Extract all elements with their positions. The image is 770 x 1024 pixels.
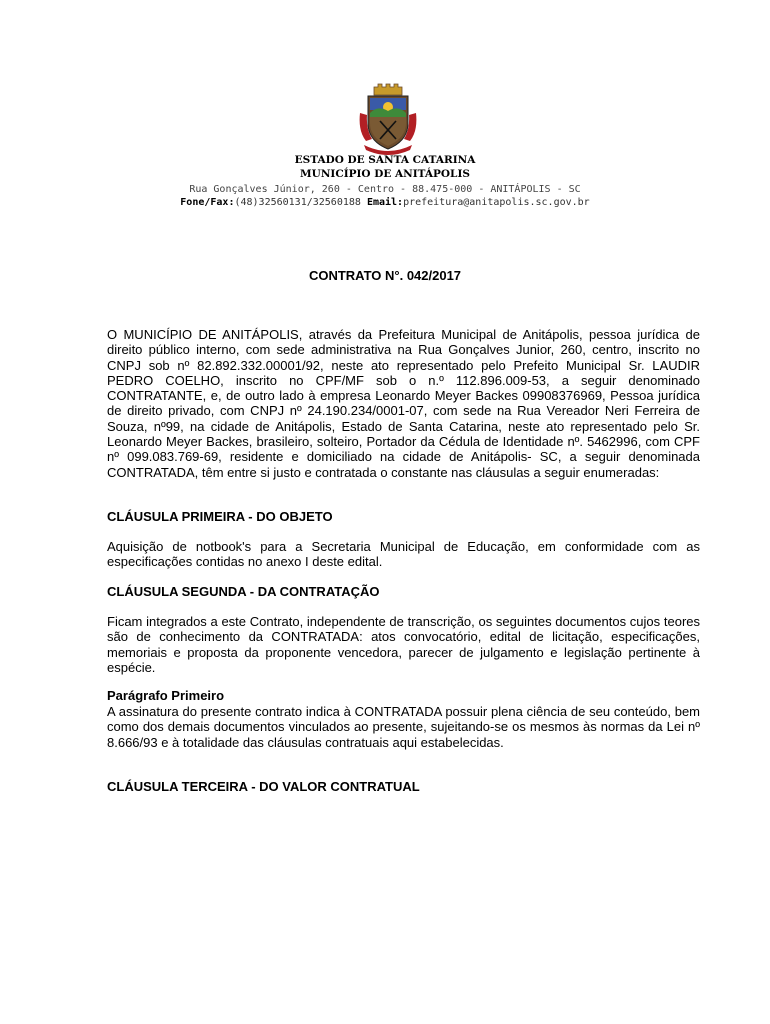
clause2-heading: CLÁUSULA SEGUNDA - DA CONTRATAÇÃO [107,584,380,599]
coat-of-arms-icon [356,83,420,155]
clause3-heading: CLÁUSULA TERCEIRA - DO VALOR CONTRATUAL [107,779,420,794]
clause2-text: Ficam integrados a este Contrato, independente de transcrição, os seguintes documentos cujos teores são de conhecimento da CONTRATADA: atos convocatório, edital de licitação, especificações, memoriais e proposta da proponente vencedora, parecer de julgamento e legislação pertinente à espécie. [107,614,700,675]
municipality-name: MUNICÍPIO DE ANITÁPOLIS [300,168,470,180]
contact-line [0,197,770,208]
phone-label: Fone/Fax: [180,197,235,208]
clause1-text: Aquisição de notbook's para a Secretaria Municipal de Educação, em conformidade com as especificações contidas no anexo I deste edital. [107,539,700,570]
address-line: Rua Gonçalves Júnior, 260 - Centro - 88.475-000 - ANITÁPOLIS - SC [189,184,581,195]
paragraph1-text: A assinatura do presente contrato indica à CONTRATADA possuir plena ciência de seu conteúdo, bem como dos demais documentos vinculados ao presente, sujeitando-se os mesmos às normas da Lei nº 8.666/93 e à totalidade das cláusulas contratuais aqui estabelecidas. [107,704,700,750]
phone-value: (48)32560131/32560188 [234,197,361,208]
paragraph1-heading: Parágrafo Primeiro [107,688,225,703]
contract-title: CONTRATO N°. 042/2017 [308,268,462,283]
intro-paragraph: O MUNICÍPIO DE ANITÁPOLIS, através da Prefeitura Municipal de Anitápolis, pessoa jurídica de direito público interno, com sede administrativa na Rua Gonçalves Junior, 260, centro, inscrito no CNPJ sob nº 82.892.332.00001/92, neste ato representado pelo Prefeito Municipal Sr. LAUDIR PEDRO COELHO, inscrito no CPF/MF sob o n.º 112.896.009-53, a seguir denominado CONTRATANTE, e, de outro lado à empresa Leonardo Meyer Backes 09908376969, Pessoa jurídica de direito privado, com CNPJ nº 24.190.234/0001-07, com sede na Rua Vereador Neri Ferreira de Souza, nº99, na cidade de Anitápolis, Estado de Santa Catarina, neste ato representado pelo Sr. Leonardo Meyer Backes, brasileiro, solteiro, Portador da Cédula de Identidade nº. 5462996, com CPF nº 099.083.769-69, residente e domiciliado na cidade de Anitápolis- SC, a seguir denominada CONTRATADA, têm entre si justo e contratada o constante nas cláusulas a seguir enumeradas: [107,327,700,480]
email-value: prefeitura@anitapolis.sc.gov.br [403,197,590,208]
state-name: ESTADO DE SANTA CATARINA [294,154,476,166]
clause1-heading: CLÁUSULA PRIMEIRA - DO OBJETO [107,509,333,524]
email-label: Email: [366,197,404,208]
